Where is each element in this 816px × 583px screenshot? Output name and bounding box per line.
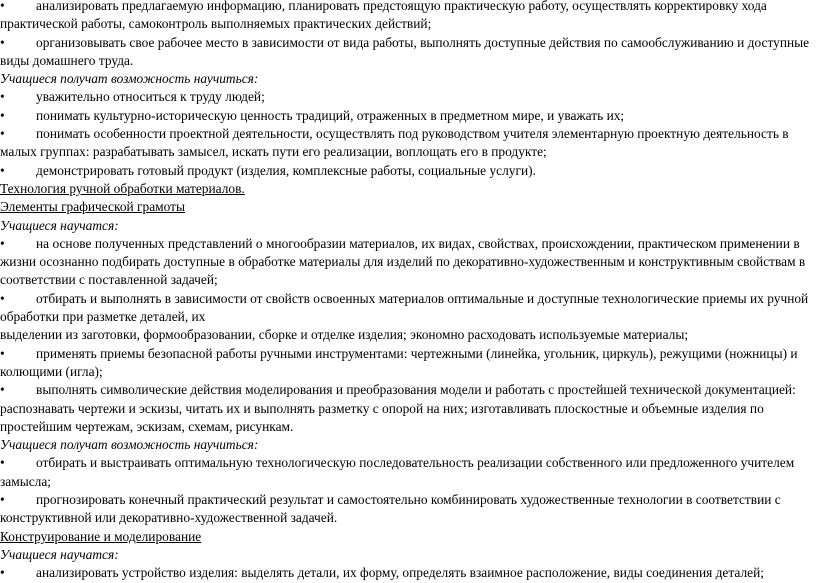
list-item-text: прогнозировать конечный практический результат и самостоятельно комбинировать художественные технологии в соответствии с конструктивной или декоративно-художественной задачей. <box>0 492 781 526</box>
list-item-text: на основе полученных представлений о многообразии материалов, их видах, свойствах, происхождении, практическом применении в жизни осознанно подбирать доступные в обработке материалы для изделий по декоративно-художественным и конструктивным свойствам в соответствии с поставленной задачей; <box>0 235 806 288</box>
bullet-marker: • <box>0 290 5 306</box>
list-item-text: понимать культурно-историческую ценность традиций, отраженных в предметном мире, и уважать их; <box>36 107 625 123</box>
list-item-text: уважительно относиться к труду людей; <box>36 89 265 105</box>
bullet-marker: • <box>0 455 5 471</box>
list-item-text: выполнять символические действия моделирования и преобразования модели и работать с простейшей технической документацией: распознавать чертежи и эскизы, читать их и выполнять разметку с опорой на них; изготавливать плоскостные и объемные изделия по простейшим чертежам, эскизам, схемам, рисункам. <box>0 382 796 434</box>
list-item-text: организовывать свое рабочее место в зависимости от вида работы, выполнять доступные действия по самообслуживанию и доступные виды домашнего труда. <box>0 34 810 68</box>
list-item <box>0 235 816 290</box>
list-item <box>0 34 816 71</box>
list-item-text: анализировать предлагаемую информацию, планировать предстоящую практическую работу, осуществлять корректировку хода практической работы, самоконтроль выполняемых практических действий; <box>0 0 767 32</box>
subheading-opportunity: Учащиеся получат возможность научиться: <box>0 71 259 87</box>
list-item <box>0 381 816 436</box>
list-item <box>0 290 816 327</box>
list-item <box>0 491 816 528</box>
subheading-opportunity: Учащиеся получат возможность научиться: <box>0 437 259 453</box>
list-item <box>0 345 816 382</box>
section-heading: Элементы графической грамоты <box>0 199 186 215</box>
list-item-text: применять приемы безопасной работы ручными инструментами: чертежными (линейка, угольник, циркуль), режущими (ножницы) и колющими (игла); <box>0 345 798 379</box>
list-item-text: демонстрировать готовый продукт (изделия, комплексные работы, социальные услуги). <box>36 162 536 178</box>
bullet-marker: • <box>0 162 5 178</box>
section-heading: Конструирование и моделирование <box>0 528 202 544</box>
list-item <box>0 0 816 34</box>
list-item-text: отбирать и выстраивать оптимальную технологическую последовательность реализации собственного или предложенного учителем замысла; <box>0 455 795 489</box>
bullet-marker: • <box>0 565 5 581</box>
bullet-marker: • <box>0 89 5 105</box>
list-item-text: понимать особенности проектной деятельности, осуществлять под руководством учителя элементарную проектную деятельность в малых группах: разрабатывать замысел, искать пути его реализации, воплощать его в продукте; <box>0 126 789 160</box>
list-item-text: анализировать устройство изделия: выделять детали, их форму, определять взаимное расположение, виды соединения деталей; <box>36 565 764 581</box>
list-item <box>0 162 816 180</box>
bullet-marker: • <box>0 492 5 508</box>
bullet-marker: • <box>0 126 5 142</box>
list-item <box>0 107 816 125</box>
subheading-will-learn: Учащиеся научатся: <box>0 217 119 233</box>
bullet-marker: • <box>0 235 5 251</box>
list-item <box>0 88 816 106</box>
bullet-marker: • <box>0 382 5 398</box>
list-item <box>0 454 816 491</box>
section-heading: Технология ручной обработки материалов. <box>0 180 245 196</box>
bullet-marker: • <box>0 0 5 13</box>
bullet-marker: • <box>0 34 5 50</box>
subheading-will-learn: Учащиеся научатся: <box>0 546 119 562</box>
bullet-marker: • <box>0 107 5 123</box>
paragraph: выделении из заготовки, формообразовании, сборке и отделке изделия; экономно расходовать используемые материалы; <box>0 327 689 343</box>
list-item <box>0 125 816 162</box>
list-item <box>0 564 816 582</box>
list-item-text: отбирать и выполнять в зависимости от свойств освоенных материалов оптимальные и доступные технологические приемы их ручной обработки при разметке деталей, их <box>0 290 809 325</box>
bullet-marker: • <box>0 345 5 361</box>
